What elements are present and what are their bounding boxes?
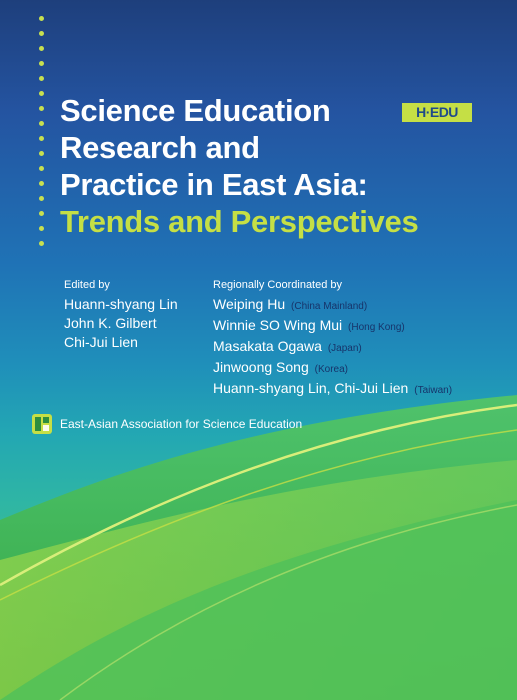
editor-name: John K. Gilbert [64,315,157,331]
dot [39,121,44,126]
dot [39,196,44,201]
dot [39,16,44,21]
editors-label: Edited by [64,279,110,291]
title-line-2: Research and [60,130,260,165]
coordinator-region: (Korea) [314,364,348,375]
series-logo: H·EDU [402,103,472,122]
editors-block [64,278,178,352]
dot [39,106,44,111]
dotted-accent [39,16,47,248]
title-line-1: Science Education [60,93,331,128]
coordinators-label: Regionally Coordinated by [213,279,343,291]
easE-logo-icon [30,412,54,436]
dot [39,136,44,141]
title-line-3: Practice in East Asia: [60,167,368,202]
coordinator-region: (Hong Kong) [348,322,405,333]
book-subtitle: Trends and Perspectives [60,204,419,239]
dot [39,226,44,231]
coordinator-entry [213,379,452,400]
dot [39,76,44,81]
dot [39,46,44,51]
association-name: East-Asian Association for Science Education [60,417,303,431]
coordinator-region: (Taiwan) [414,385,453,396]
coordinator-entry [213,337,452,358]
dot [39,241,44,246]
coordinator-name: Winnie SO Wing Mui [213,317,343,333]
coordinator-name: Masakata Ogawa [213,338,322,354]
coordinators-block [213,278,452,400]
coordinator-name: Weiping Hu [213,296,286,312]
coordinator-region: (Japan) [327,343,362,354]
dot [39,166,44,171]
coordinator-name: Jinwoong Song [213,359,309,375]
editor-name: Chi-Jui Lien [64,334,138,350]
dot [39,211,44,216]
dot [39,31,44,36]
dot [39,91,44,96]
coordinator-entry [213,295,452,316]
association-block [30,412,302,436]
book-title [60,92,418,240]
coordinator-entry [213,316,452,337]
coordinator-region: (China Mainland) [291,301,368,312]
dot [39,181,44,186]
editor-name: Huann-shyang Lin [64,296,178,312]
coordinator-name: Huann-shyang Lin, Chi-Jui Lien [213,380,409,396]
dot [39,61,44,66]
dot [39,151,44,156]
coordinator-entry [213,358,452,379]
